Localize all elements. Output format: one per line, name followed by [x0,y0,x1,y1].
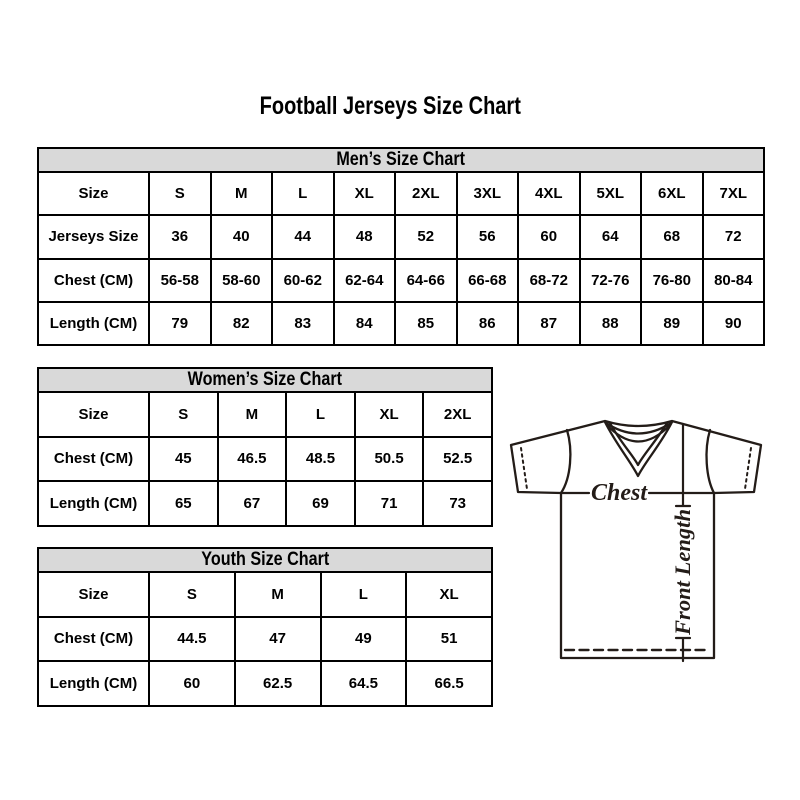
value-cell: M [235,572,321,617]
value-cell: 3XL [457,172,519,215]
value-cell: 48.5 [286,437,355,482]
value-cell: S [149,392,218,437]
front-length-label: Front Length [670,512,695,635]
table-row [38,481,492,526]
page-title: Football Jerseys Size Chart [259,92,521,120]
row-label-cell: Jerseys Size [38,215,149,258]
value-cell: 65 [149,481,218,526]
value-cell: 62.5 [235,661,321,706]
table-row [38,172,764,215]
value-cell: 44 [272,215,334,258]
value-cell: 88 [580,302,642,345]
value-cell: 72-76 [580,259,642,302]
value-cell: M [211,172,273,215]
table-row [38,572,492,617]
jersey-measurement-diagram [500,398,772,670]
value-cell: 51 [406,617,492,662]
value-cell: 5XL [580,172,642,215]
womens-size-chart-table [37,367,493,527]
table-row [38,617,492,662]
value-cell: 83 [272,302,334,345]
table-row [38,259,764,302]
value-cell: 79 [149,302,211,345]
value-cell: XL [355,392,424,437]
value-cell: 64 [580,215,642,258]
value-cell: 6XL [641,172,703,215]
jersey-silhouette [511,421,761,658]
table-row [38,392,492,437]
table-title-row [38,368,492,392]
value-cell: 76-80 [641,259,703,302]
value-cell: S [149,572,235,617]
value-cell: 82 [211,302,273,345]
value-cell: S [149,172,211,215]
table-row [38,302,764,345]
table-row [38,661,492,706]
value-cell: 2XL [423,392,492,437]
value-cell: 44.5 [149,617,235,662]
value-cell: 7XL [703,172,765,215]
chest-label: Chest [590,480,648,506]
value-cell: 64.5 [321,661,407,706]
value-cell: 60 [149,661,235,706]
value-cell: 52.5 [423,437,492,482]
value-cell: XL [406,572,492,617]
value-cell: 62-64 [334,259,396,302]
row-label-cell: Chest (CM) [38,617,149,662]
table-row [38,437,492,482]
value-cell: 89 [641,302,703,345]
table-title-row [38,548,492,572]
value-cell: 46.5 [218,437,287,482]
value-cell: 56 [457,215,519,258]
value-cell: 80-84 [703,259,765,302]
table-title-row [38,148,764,172]
value-cell: 49 [321,617,407,662]
youth-size-chart-table [37,547,493,707]
value-cell: 66.5 [406,661,492,706]
value-cell: 45 [149,437,218,482]
value-cell: 86 [457,302,519,345]
mens-size-chart-table [37,147,765,346]
value-cell: L [286,392,355,437]
value-cell: 47 [235,617,321,662]
value-cell: 87 [518,302,580,345]
value-cell: 60-62 [272,259,334,302]
row-label-cell: Size [38,392,149,437]
value-cell: 48 [334,215,396,258]
row-label-cell: Chest (CM) [38,437,149,482]
value-cell: XL [334,172,396,215]
row-label-cell: Size [38,572,149,617]
row-label-cell: Chest (CM) [38,259,149,302]
value-cell: 68 [641,215,703,258]
value-cell: 2XL [395,172,457,215]
value-cell: 84 [334,302,396,345]
value-cell: 56-58 [149,259,211,302]
value-cell: 4XL [518,172,580,215]
value-cell: 50.5 [355,437,424,482]
row-label-cell: Length (CM) [38,661,149,706]
value-cell: 64-66 [395,259,457,302]
value-cell: 71 [355,481,424,526]
youth-table-title: Youth Size Chart [38,548,492,572]
value-cell: 67 [218,481,287,526]
value-cell: 58-60 [211,259,273,302]
value-cell: 85 [395,302,457,345]
value-cell: L [272,172,334,215]
value-cell: 52 [395,215,457,258]
value-cell: 60 [518,215,580,258]
row-label-cell: Length (CM) [38,302,149,345]
row-label-cell: Size [38,172,149,215]
value-cell: 72 [703,215,765,258]
value-cell: L [321,572,407,617]
value-cell: 40 [211,215,273,258]
mens-table-title: Men’s Size Chart [38,148,764,172]
value-cell: 69 [286,481,355,526]
value-cell: 66-68 [457,259,519,302]
value-cell: 90 [703,302,765,345]
womens-table-title: Women’s Size Chart [38,368,492,392]
value-cell: M [218,392,287,437]
table-row [38,215,764,258]
value-cell: 68-72 [518,259,580,302]
value-cell: 73 [423,481,492,526]
value-cell: 36 [149,215,211,258]
row-label-cell: Length (CM) [38,481,149,526]
